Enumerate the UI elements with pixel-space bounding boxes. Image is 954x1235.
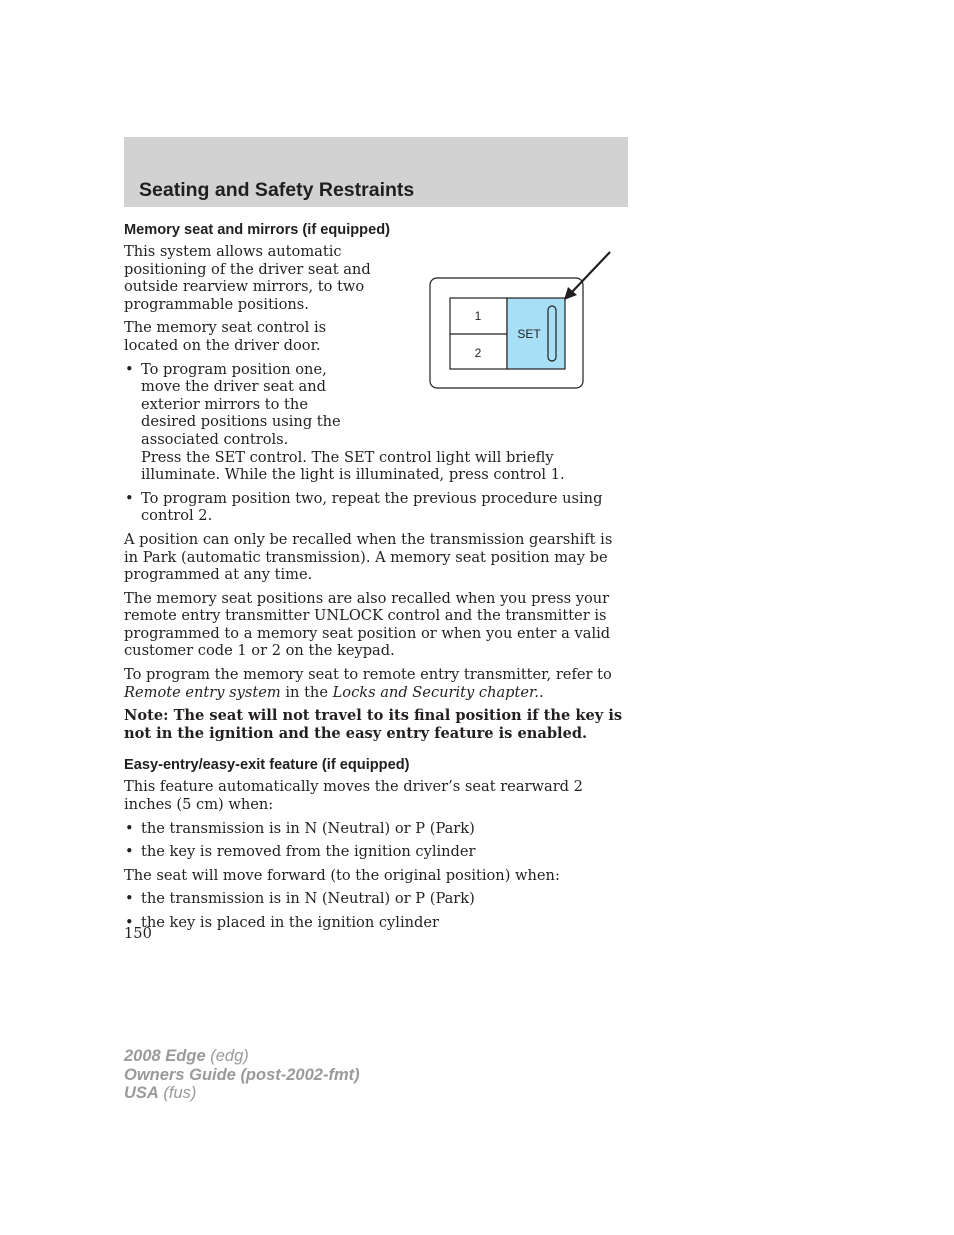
memory-seat-heading: Memory seat and mirrors (if equipped) [124,222,390,238]
easy-exit-intro: The seat will move forward (to the original position) when: [124,866,560,884]
list-item: • To program position two, repeat the previous procedure using control 2. [124,490,630,525]
easy-entry-conditions-list [124,820,630,861]
section-header-bar [124,137,628,207]
footer-model: 2008 Edge [124,1047,206,1065]
recall-paragraph: A position can only be recalled when the transmission gearshift is in Park (automatic transmission). A memory seat position may be programmed at any time. [124,530,613,584]
footer-line-guide [124,1066,360,1085]
list-item: • the transmission is in N (Neutral) or P (Park) [124,820,630,838]
document-footer [124,1047,360,1103]
footer-line-market [124,1084,360,1103]
list-item: • the transmission is in N (Neutral) or P (Park) [124,890,630,908]
footer-market: USA [124,1084,159,1102]
memory-button-1: 1 [474,309,482,323]
memory-seat-control-illustration [428,250,613,390]
set-button-label: SET [517,327,541,341]
list-item: • the key is placed in the ignition cylinder [124,914,630,932]
memory-location-paragraph: The memory seat control is located on the driver door. [124,319,327,354]
note-paragraph: Note: The seat will not travel to its final position if the key is not in the ignition and the easy entry feature is enabled. [124,707,623,742]
ref-text: To program the memory seat to remote entry transmitter, refer to [124,666,612,684]
footer-model-code: (edg) [205,1047,249,1065]
memory-button-2: 2 [474,346,482,360]
easy-exit-conditions-list [124,890,630,931]
remote-program-paragraph [124,666,630,701]
page-number: 150 [124,925,152,942]
footer-line-model [124,1047,360,1066]
ref-text: in the [280,683,333,701]
pointer-arrow-line [572,252,610,292]
list-item: • the key is removed from the ignition cylinder [124,843,630,861]
section-title: Seating and Safety Restraints [139,179,415,201]
bullet1-first-part: • To program position one, move the driver seat and exterior mirrors to the desired positions using the associated controls. [141,360,341,448]
ref-text: . [539,683,544,701]
remote-recall-paragraph: The memory seat positions are also recalled when you press your remote entry transmitter UNLOCK control and the transmitter is programmed to a memory seat position or when you enter a valid customer code 1 or 2 on the keypad. [124,589,611,660]
easy-entry-intro: This feature automatically moves the driver’s seat rearward 2 inches (5 cm) when: [124,778,583,814]
ref-locks-chapter: Locks and Security chapter. [332,683,540,701]
bullet1-second-part: Press the SET control. The SET control light will briefly illuminate. While the light is illuminated, press control 1. [141,448,565,484]
footer-guide: Owners Guide (post-2002-fmt) [124,1065,360,1084]
footer-market-code: (fus) [158,1084,197,1102]
memory-intro-paragraph: This system allows automatic positioning of the driver seat and outside rearview mirrors, to two programmable positions. [124,243,371,313]
ref-remote-entry: Remote entry system [124,683,281,701]
easy-entry-heading: Easy-entry/easy-exit feature (if equipped) [124,757,410,774]
